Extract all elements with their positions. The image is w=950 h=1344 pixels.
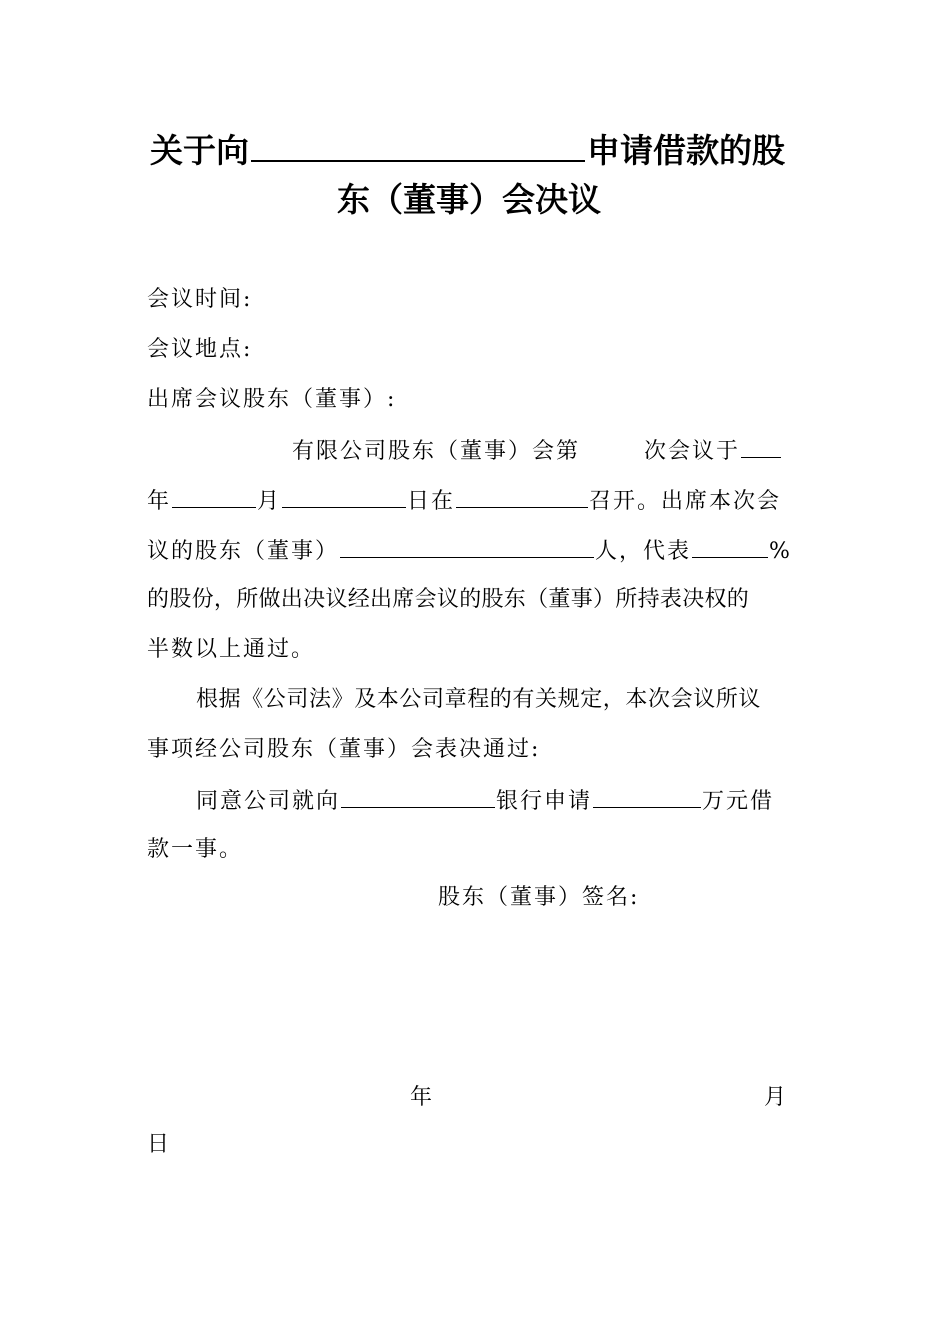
document-title-line1 <box>150 130 785 171</box>
attendees-label: 出席会议股东（董事）: <box>147 387 397 412</box>
year-blank[interactable] <box>172 485 256 508</box>
year-text: 年 <box>147 489 172 514</box>
signature-month: 月 <box>764 1085 789 1110</box>
meeting-time-label: 会议时间: <box>147 287 253 312</box>
paragraph-line-1 <box>292 435 782 467</box>
representing-text: 人，代表 <box>595 539 692 564</box>
signature-year: 年 <box>410 1085 435 1110</box>
percent-blank[interactable] <box>692 535 768 558</box>
bank-apply-text: 银行申请 <box>496 789 593 814</box>
location-blank[interactable] <box>456 485 588 508</box>
signature-day: 日 <box>147 1132 172 1157</box>
convened-text: 召开。出席本次会 <box>589 489 782 514</box>
signature-label: 股东（董事）签名: <box>438 885 640 910</box>
percent-sign: % <box>769 539 792 564</box>
day-in-text: 日在 <box>407 489 456 514</box>
paragraph-line-7: 事项经公司股东（董事）会表决通过: <box>147 737 541 762</box>
ten-thousand-yuan-text: 万元借 <box>702 789 775 814</box>
meeting-place-label: 会议地点: <box>147 337 253 362</box>
bank-name-blank[interactable] <box>341 785 495 808</box>
paragraph-line-2 <box>147 485 781 517</box>
attendee-count-blank[interactable] <box>340 535 594 558</box>
paragraph-line-4: 的股份，所做出决议经出席会议的股东（董事）所持表决权的 <box>147 587 750 612</box>
title-prefix: 关于向 <box>150 131 249 170</box>
paragraph-line-3 <box>147 535 792 567</box>
document-title-line2: 东（董事）会决议 <box>337 180 601 219</box>
title-suffix: 申请借款的股 <box>587 131 785 170</box>
attending-shareholders-text: 议的股东（董事） <box>147 539 340 564</box>
loan-amount-blank[interactable] <box>593 785 701 808</box>
agree-company-text: 同意公司就向 <box>196 789 341 814</box>
paragraph-line-6: 根据《公司法》及本公司章程的有关规定，本次会议所议 <box>196 687 762 712</box>
paragraph-line-5: 半数以上通过。 <box>147 637 316 662</box>
company-meeting-text: 有限公司股东（董事）会第 <box>292 439 581 464</box>
meeting-on-text: 次会议于 <box>644 439 741 464</box>
year-prefix-blank[interactable] <box>741 435 781 458</box>
month-text: 月 <box>257 489 282 514</box>
title-blank-field[interactable] <box>251 130 585 162</box>
paragraph-line-9: 款一事。 <box>147 837 244 862</box>
paragraph-line-8 <box>196 785 774 817</box>
day-blank[interactable] <box>282 485 406 508</box>
